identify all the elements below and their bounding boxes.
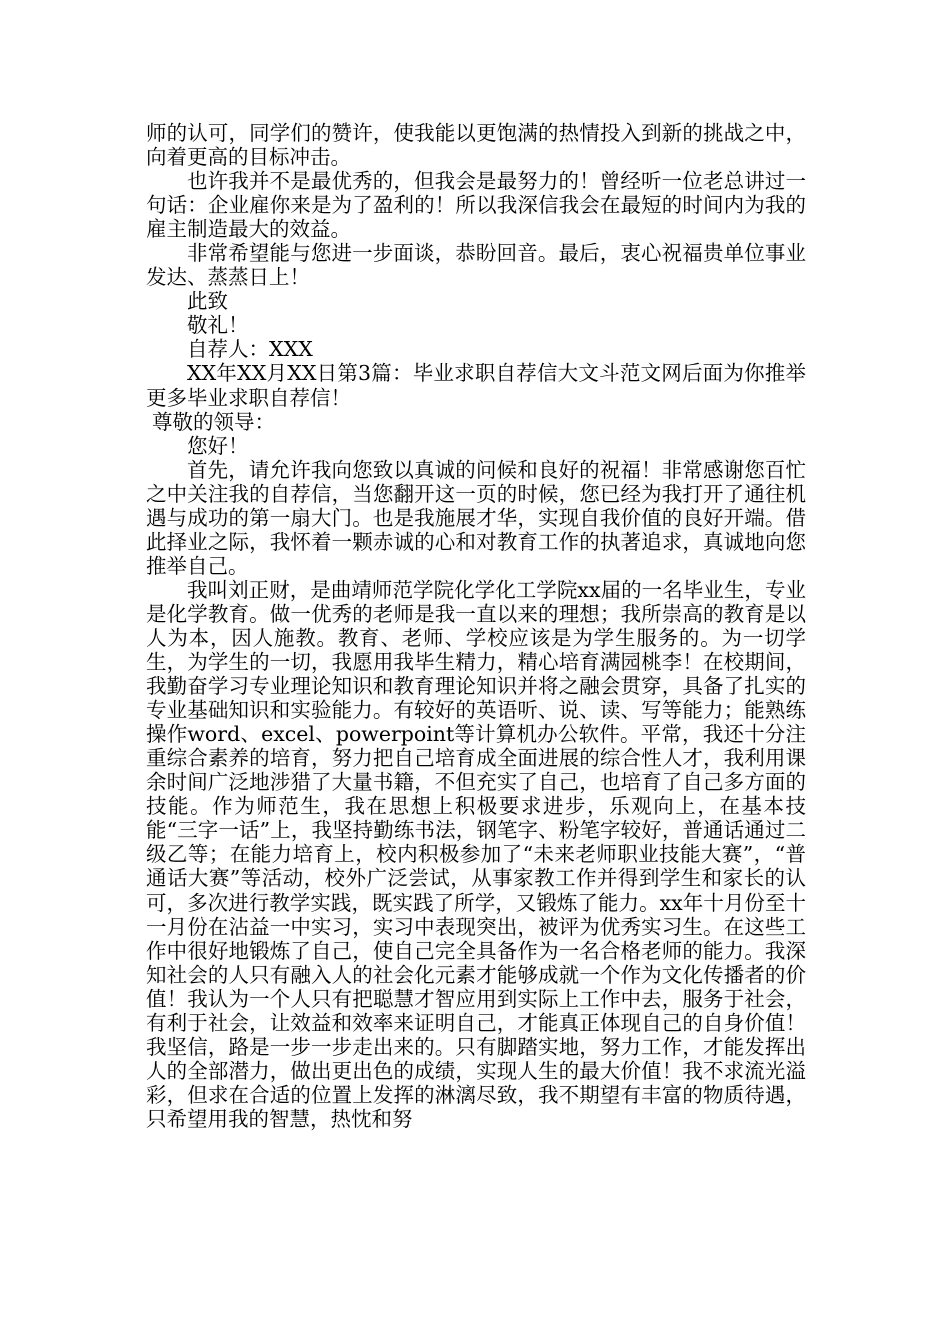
paragraph-intro: 首先，请允许我向您致以真诚的问候和良好的祝福！非常感谢您百忙之中关注我的自荐信，当您翻开这一页的时候，您已经为我打开了通往机遇与成功的第一扇大门。也是我施展才华，实现自我价值的良好开端。借此择业之际，我怀着一颗赤诚的心和对教育工作的执著追求，真诚地向您推举自己。	[146, 457, 806, 578]
signature-line: 自荐人：XXX	[187, 337, 313, 362]
closing-salutation: 此致	[187, 289, 228, 314]
hello-line: 您好！	[187, 433, 249, 458]
paragraph-2: 也许我并不是最优秀的，但我会是最努力的！曾经听一位老总讲过一句话：企业雇你来是为了盈利的！所以我深信我会在最短的时间内为我的雇主制造最大的效益。	[146, 169, 806, 242]
closing-regards: 敬礼！	[187, 313, 249, 338]
paragraph-3: 非常希望能与您进一步面谈，恭盼回音。最后，衷心祝福贵单位事业发达、蒸蒸日上！	[146, 241, 806, 290]
paragraph-self-introduction: 我叫刘正财，是曲靖师范学院化学化工学院xx届的一名毕业生，专业是化学教育。做一优秀的老师是我一直以来的理想；我所崇高的教育是以人为本，因人施教。教育、老师、学校应该是为学生服务的。为一切学生，为学生的一切，我愿用我毕生精力，精心培育满园桃李！在校期间，我勤奋学习专业理论知识和教育理论知识并将之融会贯穿，具备了扎实的专业基础知识和实验能力。有较好的英语听、说、读、写等能力；能熟练操作word、excel、powerpoint等计算机办公软件。平常，我还十分注重综合素养的培育，努力把自己培育成全面进展的综合性人才，我利用课余时间广泛地涉猎了大量书籍，不但充实了自己，也培育了自己多方面的技能。作为师范生，我在思想上积极要求进步，乐观向上，在基本技能“三字一话”上，我坚持勤练书法，钢笔字、粉笔字较好，普通话通过二级乙等；在能力培育上，校内积极参加了“未来老师职业技能大赛”，“普通话大赛”等活动，校外广泛尝试，从事家教工作并得到学生和家长的认可，多次进行教学实践，既实践了所学，又锻炼了能力。xx年十月份至十一月份在沾益一中实习，实习中表现突出，被评为优秀实习生。在这些工作中很好地锻炼了自己，使自己完全具备作为一名合格老师的能力。我深知社会的人只有融入人的社会化元素才能够成就一个作为文化传播者的价值！我认为一个人只有把聪慧才智应用到实际上工作中去，服务于社会，有利于社会，让效益和效率来证明自己，才能真正体现自己的自身价值！我坚信，路是一步一步走出来的。只有脚踏实地，努力工作，才能发挥出人的全部潜力，做出更出色的成绩，实现人生的最大价值！我不求流光溢彩，但求在合适的位置上发挥的淋漓尽致，我不期望有丰富的物质待遇，只希望用我的智慧，热忱和努	[146, 577, 806, 1131]
paragraph-1: 师的认可，同学们的赞许，使我能以更饱满的热情投入到新的挑战之中，向着更高的目标冲击。	[146, 121, 806, 170]
greeting-line: 尊敬的领导：	[152, 409, 275, 434]
letter-body	[146, 121, 806, 1131]
date-and-title-line: XX年XX月XX日第3篇：毕业求职自荐信大文斗范文网后面为你推举更多毕业求职自荐信！	[146, 361, 806, 410]
